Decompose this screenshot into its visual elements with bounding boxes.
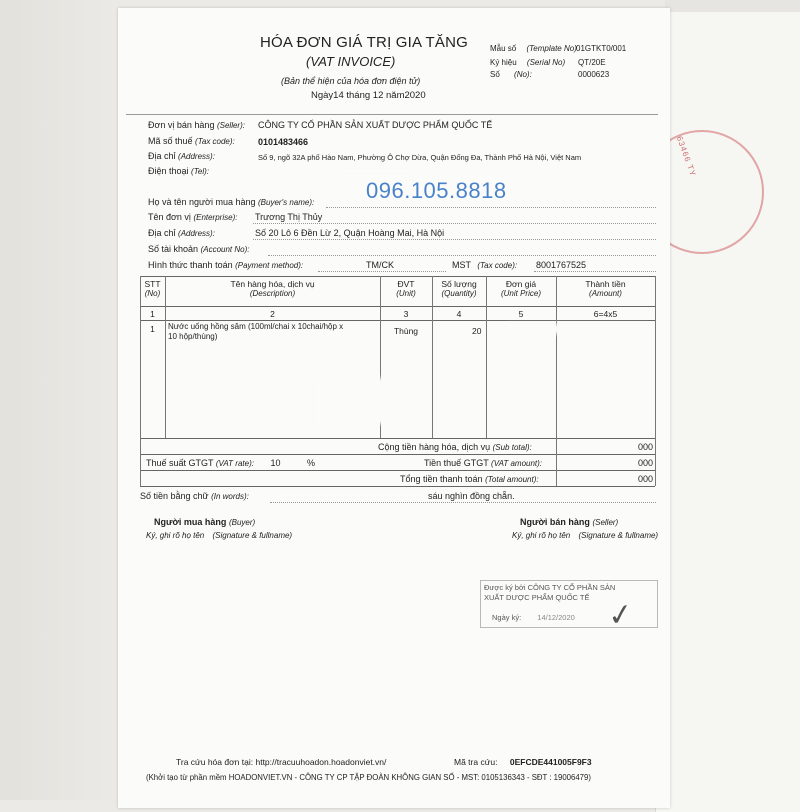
buyer-ent-label: Tên đơn vị <box>148 212 191 222</box>
seller-name: CÔNG TY CỔ PHẦN SẢN XUẤT DƯỢC PHẨM QUỐC TẾ <box>258 120 493 130</box>
seller-sign-note <box>512 531 658 540</box>
th-amount <box>556 279 655 298</box>
meta-serial-label: Ký hiệu <box>490 58 517 67</box>
table-top-line <box>140 276 655 277</box>
seller-addr-row <box>148 151 215 161</box>
redaction-price <box>508 324 648 334</box>
stamp-text: 63466 TY <box>674 134 698 179</box>
col-line-4 <box>486 276 487 438</box>
words-tail: sáu nghìn đồng chẵn. <box>428 491 515 501</box>
seller-name-row <box>148 120 245 130</box>
buyer-sign-note-vi: Ký, ghi rõ họ tên <box>146 531 205 540</box>
invoice-subtitle: (VAT INVOICE) <box>306 54 396 69</box>
seller-addr-label: Địa chỉ <box>148 151 176 161</box>
redaction-body <box>316 378 416 424</box>
buyer-sign-title <box>154 517 255 527</box>
th-num-4: 4 <box>456 309 462 319</box>
th-price-vi: Đơn giá <box>505 279 537 289</box>
buyer-mst-row <box>452 260 517 270</box>
words-label: Số tiền bằng chữ <box>140 491 209 501</box>
table-bottom-line <box>140 486 655 487</box>
table-vat-line <box>140 470 655 471</box>
buyer-payment: TM/CK <box>366 260 394 270</box>
subtotal-label: Cộng tiền hàng hóa, dịch vụ <box>378 442 491 452</box>
buyer-acct-row <box>148 244 249 254</box>
vat-amount-en: (VAT amount): <box>491 459 543 468</box>
th-num-1: 1 <box>150 309 155 319</box>
buyer-pay-en: (Payment method): <box>235 261 304 270</box>
words-en: (In words): <box>211 492 249 501</box>
buyer-ent-en: (Enterprise): <box>193 213 238 222</box>
th-num-5: 5 <box>518 309 524 319</box>
signed-date-row <box>492 613 575 622</box>
invoice-title: HÓA ĐƠN GIÁ TRỊ GIA TĂNG <box>260 34 468 51</box>
vat-amount-label: Tiền thuế GTGT <box>424 458 489 468</box>
buyer-acct-dots <box>268 255 656 256</box>
seller-tax-label: Mã số thuế <box>148 136 193 146</box>
total-label: Tổng tiền thanh toán <box>400 474 483 484</box>
row-qty: 20 <box>472 326 482 336</box>
footer-created: (Khởi tạo từ phần mềm HOADONVIET.VN - CÔNG TY CP TẬP ĐOÀN KHÔNG GIAN SỐ - MST: 0105136343 - SĐT : 19006479) <box>146 773 591 782</box>
total-en: (Total amount): <box>485 475 539 484</box>
th-num-3: 3 <box>403 309 409 319</box>
th-qty <box>432 279 486 298</box>
vat-rate-label: Thuế suất GTGT <box>146 458 214 468</box>
seller-name-en: (Seller): <box>216 121 245 130</box>
th-desc-en: (Description) <box>249 289 296 298</box>
vat-amount-value: 000 <box>638 458 654 468</box>
col-line-3 <box>432 276 433 438</box>
buyer-pay-row <box>148 260 303 270</box>
vat-rate-en: (VAT rate): <box>215 459 254 468</box>
subtotal-en: (Sub total): <box>492 443 532 452</box>
th-price-en: (Unit Price) <box>500 289 541 298</box>
meta-number <box>490 70 532 79</box>
redaction-words <box>278 492 428 502</box>
row-stt: 1 <box>150 324 155 334</box>
meta-serial-value: QT/20E <box>578 58 606 67</box>
th-stt-en: (No) <box>144 289 161 298</box>
footer-code <box>454 757 592 767</box>
row-desc-line1: Nước uống hồng sâm (100ml/chai x 10chai/hộp x <box>168 322 344 331</box>
meta-number-en: (No): <box>514 70 532 79</box>
header-divider <box>126 114 658 115</box>
col-line-6 <box>655 276 656 486</box>
seller-name-label: Đơn vị bán hàng <box>148 120 215 130</box>
th-desc-vi: Tên hàng hóa, dịch vụ <box>230 279 315 289</box>
row-desc-line2: 10 hộp/thùng) <box>168 332 218 341</box>
footer-code-value: 0EFCDE441005F9F3 <box>509 757 592 767</box>
subtotal-value: 000 <box>638 442 654 452</box>
table-subtotal-line <box>140 454 655 455</box>
meta-serial <box>490 58 565 67</box>
buyer-mst: 8001767525 <box>536 260 587 270</box>
meta-template-value: 01GTKT0/001 <box>576 44 627 53</box>
buyer-sign-note-en: (Signature & fullname) <box>212 531 293 540</box>
buyer-mst-en: (Tax code): <box>477 261 518 270</box>
phone-overlay: 096.105.8818 <box>366 178 507 203</box>
invoice-date: Ngày14 tháng 12 năm2020 <box>311 90 426 101</box>
buyer-name-label: Họ và tên người mua hàng <box>148 197 256 207</box>
total-value: 000 <box>638 474 654 484</box>
total-row <box>400 474 539 484</box>
invoice-paper <box>118 8 670 808</box>
meta-number-label: Số <box>490 70 500 79</box>
th-amount-en: (Amount) <box>589 289 622 298</box>
meta-serial-en: (Serial No) <box>526 58 566 67</box>
checkmark-icon: ✓ <box>605 597 636 634</box>
buyer-acct-en: (Account No): <box>200 245 250 254</box>
seller-tax-row <box>148 136 235 146</box>
vat-amount-row <box>424 458 542 468</box>
footer-lookup-url[interactable]: http://tracuuhoadon.hoadonviet.vn/ <box>255 757 387 767</box>
row-unit: Thùng <box>393 326 419 336</box>
buyer-sign-note <box>146 531 292 540</box>
th-desc <box>165 279 380 298</box>
seller-tax: 0101483466 <box>258 137 309 147</box>
th-stt <box>140 279 165 298</box>
seller-sign-note-vi: Ký, ghi rõ họ tên <box>512 531 571 540</box>
th-unit <box>380 279 432 298</box>
seller-tax-en: (Tax code): <box>195 137 235 146</box>
seller-tel-en: (Tel): <box>191 167 209 176</box>
footer-code-label: Mã tra cứu: <box>454 757 498 767</box>
buyer-sign-en: (Buyer) <box>228 518 256 527</box>
buyer-addr-dots <box>253 239 656 240</box>
signed-date: 14/12/2020 <box>537 613 575 622</box>
meta-number-value: 0000623 <box>578 70 610 79</box>
footer-lookup-label: Tra cứu hóa đơn tại: <box>176 757 254 767</box>
table-body-line <box>140 438 655 439</box>
signed-by-line2: XUẤT DƯỢC PHẨM QUỐC TẾ <box>484 593 590 602</box>
th-stt-vi: STT <box>144 279 161 289</box>
col-line-0 <box>140 276 141 486</box>
buyer-ent-row <box>148 212 237 222</box>
seller-sign-note-en: (Signature & fullname) <box>578 531 659 540</box>
seller-addr-en: (Address): <box>178 152 215 161</box>
buyer-name-dots <box>326 207 656 208</box>
th-qty-en: (Quantity) <box>441 289 477 298</box>
seller-addr: Số 9, ngõ 32A phố Hào Nam, Phường Ô Chợ Dừa, Quận Đống Đa, Thành Phố Hà Nội, Việt Nam <box>258 153 582 162</box>
buyer-addr-label: Địa chỉ <box>148 228 176 238</box>
buyer-mst-dots <box>534 271 656 272</box>
buyer-pay-dots <box>318 271 446 272</box>
vat-rate-row <box>146 458 315 468</box>
meta-template-label: Mẫu số <box>490 44 517 53</box>
words-row <box>140 491 249 501</box>
th-num-2: 2 <box>270 309 275 319</box>
redaction-tel <box>336 168 416 178</box>
th-unit-vi: ĐVT <box>397 279 415 289</box>
buyer-addr: Số 20 Lô 6 Đền Lừ 2, Quận Hoàng Mai, Hà Nội <box>255 228 445 238</box>
buyer-addr-row <box>148 228 215 238</box>
buyer-pay-label: Hình thức thanh toán <box>148 260 233 270</box>
buyer-name-row <box>148 197 314 207</box>
table-header-line <box>140 306 655 307</box>
seller-tel-label: Điện thoại <box>148 166 189 176</box>
footer-lookup <box>176 757 386 767</box>
back-paper-sheet <box>655 12 800 812</box>
buyer-mst-label: MST <box>452 260 471 270</box>
seller-sign-en: (Seller) <box>592 518 619 527</box>
meta-template-en: (Template No) <box>526 44 577 53</box>
th-amount-vi: Thành tiền <box>585 279 626 289</box>
col-line-5 <box>556 276 557 486</box>
th-qty-vi: Số lượng <box>441 279 477 289</box>
vat-rate-pct: % <box>307 458 316 468</box>
words-dots <box>270 502 656 503</box>
signed-date-label: Ngày ký: <box>492 613 522 622</box>
buyer-sign-label: Người mua hàng <box>154 517 227 527</box>
buyer-enterprise: Trương Thị Thủy <box>255 212 323 222</box>
vat-rate-value: 10 <box>270 458 281 468</box>
seller-tel-row <box>148 166 209 176</box>
th-unit-en: (Unit) <box>396 289 416 298</box>
th-price <box>486 279 556 298</box>
th-num-6: 6=4x5 <box>593 309 618 319</box>
buyer-addr-en: (Address): <box>178 229 215 238</box>
buyer-name-en: (Buyer's name): <box>258 198 315 207</box>
invoice-note: (Bản thể hiện của hóa đơn điện tử) <box>281 76 421 86</box>
table-index-line <box>140 320 655 321</box>
seller-sign-title <box>520 517 618 527</box>
meta-template <box>490 44 577 53</box>
subtotal-row <box>378 442 532 452</box>
buyer-ent-dots <box>253 223 656 224</box>
col-line-1 <box>165 276 166 438</box>
signed-by-line1: Được ký bởi CÔNG TY CỔ PHẦN SẢN <box>484 583 616 592</box>
seller-sign-label: Người bán hàng <box>520 517 590 527</box>
buyer-acct-label: Số tài khoản <box>148 244 199 254</box>
background-left <box>0 0 120 800</box>
